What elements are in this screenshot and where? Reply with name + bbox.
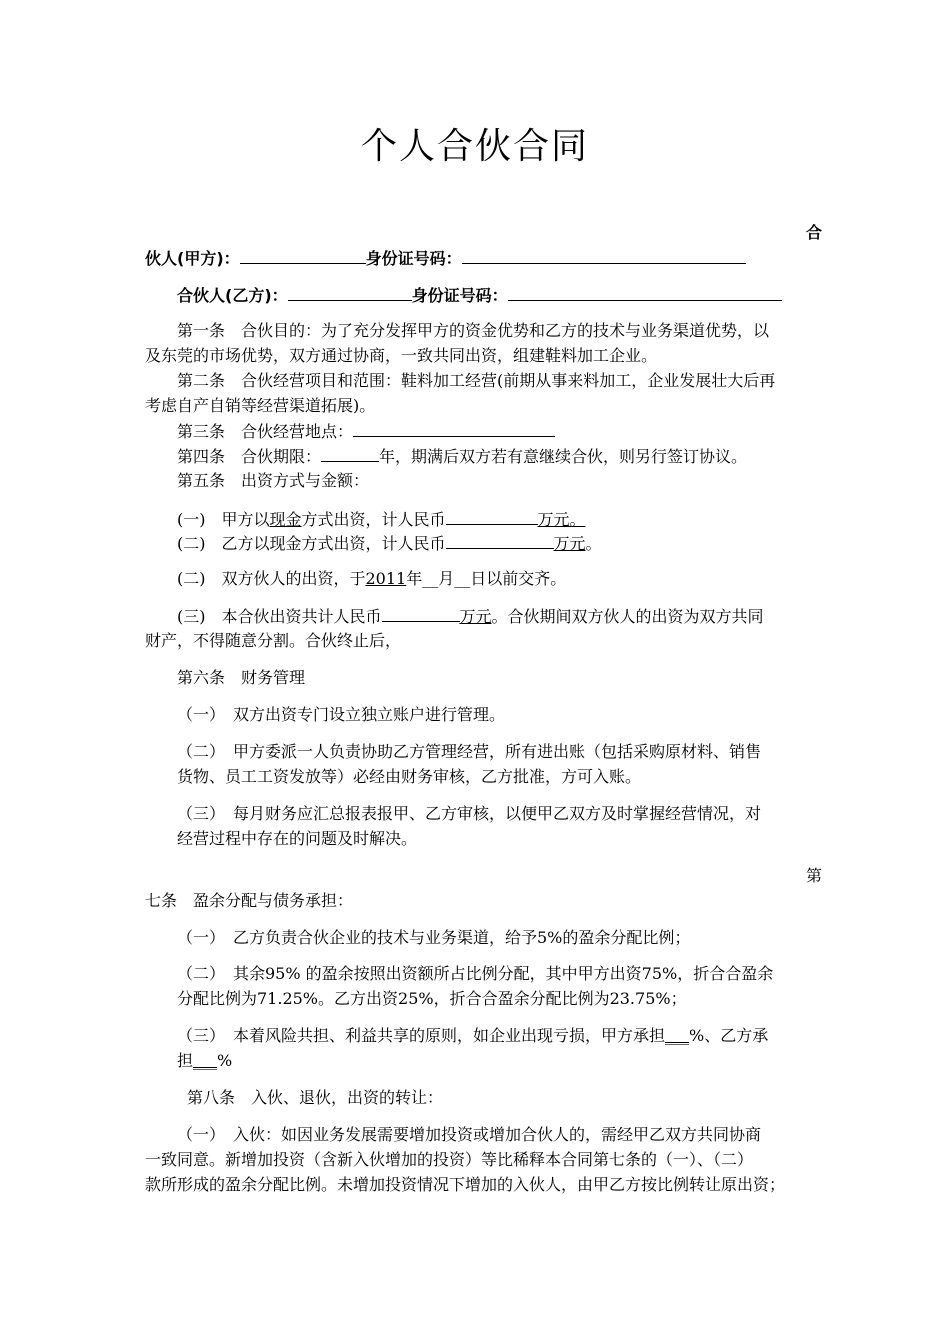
article-7-item-2-line-1: （二） 其余95% 的盈余按照出资额所占比例分配，其中甲方出资75%，折合合盈余 <box>177 964 774 983</box>
article-3-line <box>177 420 555 443</box>
article-5-item-2-unit: 万元 <box>553 534 586 553</box>
party-a-line <box>145 247 746 270</box>
article-5-item-3-pre: (二) 双方伙人的出资，于 <box>177 569 366 588</box>
article-7-item-1: （一） 乙方负责合伙企业的技术与业务渠道，给予5%的盈余分配比例； <box>177 928 691 947</box>
article-5-heading: 第五条 出资方式与金额： <box>177 471 370 490</box>
party-a-id-blank <box>462 247 746 264</box>
article-8-item-1-line-1: （一） 入伙：如因业务发展需要增加投资或增加合伙人的，需经甲乙双方共同协商 <box>177 1125 762 1144</box>
article-5-item-2-amount-blank <box>446 532 554 549</box>
article-7-item-3-line-2-post: % <box>217 1051 233 1070</box>
article-5-item-2-pre: (二) 乙方以现金方式出资，计人民币 <box>177 534 446 553</box>
article-7-item-3-line-2 <box>177 1050 232 1072</box>
article-5-item-1-pre: (一) 甲方以 <box>177 510 270 529</box>
article-4-post: 年，期满后双方若有意继续合伙，则另行签订协议。 <box>379 447 748 466</box>
article-1-line-2: 及东莞的市场优势，双方通过协商，一致共同出资，组建鞋料加工企业。 <box>145 346 658 365</box>
article-5-item-1-cash: 现金 <box>269 510 302 529</box>
article-6-item-3-line-1: （三） 每月财务应汇总报表报甲、乙方审核，以便甲乙双方及时掌握经营情况，对 <box>177 804 762 823</box>
article-5-item-3-post: 年__月__日以前交齐。 <box>406 569 567 588</box>
party-b-label: 合伙人(乙方)： <box>177 286 288 305</box>
article-5-item-1-amount-blank <box>446 508 538 525</box>
party-b-id-blank <box>508 284 782 301</box>
article-7-item-2-line-2: 分配比例为71.25%。乙方出资25%，折合合盈余分配比例为23.75%； <box>177 989 687 1008</box>
article-5-item-3-year: 2011 <box>365 569 407 588</box>
article-4-pre: 第四条 合伙期限： <box>177 447 322 466</box>
article-5-item-4-line-1 <box>177 605 764 628</box>
article-8-item-1-line-2: 一致同意。新增加投资（含新入伙增加的投资）等比稀释本合同第七条的（一）、（二） <box>145 1150 754 1169</box>
article-8-heading: 第八条 入伙、退伙，出资的转让： <box>187 1088 444 1107</box>
document-title: 个人合伙合同 <box>360 126 589 167</box>
article-7-heading: 七条 盈余分配与债务承担： <box>145 891 354 910</box>
article-8-item-1-line-3: 款所形成的盈余分配比例。未增加投资情况下增加的入伙人，由甲乙方按比例转让原出资； <box>145 1175 786 1194</box>
article-6-item-2-line-1: （二） 甲方委派一人负责协助乙方管理经营，所有进出账（包括采购原材料、销售 <box>177 742 762 761</box>
article-7-item-3-line-1 <box>177 1025 768 1047</box>
article-5-item-2-post: 。 <box>585 534 602 553</box>
article-2-line-1: 第二条 合伙经营项目和范围：鞋料加工经营(前期从事来料加工，企业发展壮大后再 <box>177 371 776 390</box>
party-a-lead-char: 合 <box>806 223 823 242</box>
party-a-label: 伙人(甲方)： <box>145 249 240 268</box>
party-b-id-label: 身份证号码： <box>411 286 508 305</box>
article-6-item-3-line-2: 经营过程中存在的问题及时解决。 <box>177 829 418 848</box>
article-5-item-1 <box>177 508 586 531</box>
article-5-item-4-line-2: 财产，不得随意分割。合伙终止后， <box>145 631 402 650</box>
article-7-item-3-blank-b: ___ <box>193 1051 218 1070</box>
article-5-item-4-pre: (三) 本合伙出资共计人民币 <box>177 607 382 626</box>
article-4-term-blank <box>321 445 379 462</box>
article-7-item-3-pre: （三） 本着风险共担、利益共享的原则，如企业出现亏损，甲方承担 <box>177 1026 666 1045</box>
article-3-location-blank <box>353 420 555 437</box>
article-5-item-4-unit: 万元 <box>459 607 492 626</box>
party-a-name-blank <box>240 247 366 264</box>
article-7-item-3-mid: %、乙方承 <box>689 1026 769 1045</box>
article-5-item-3 <box>177 568 566 590</box>
party-a-id-label: 身份证号码： <box>365 249 462 268</box>
article-6-item-2-line-2: 货物、员工工资发放等）必经由财务审核，乙方批准，方可入账。 <box>177 767 642 786</box>
article-7-item-3-blank-a: ___ <box>665 1026 690 1045</box>
article-3-text: 第三条 合伙经营地点： <box>177 422 354 441</box>
article-5-item-2 <box>177 532 602 555</box>
article-5-item-4-post: 。合伙期间双方伙人的出资为双方共同 <box>491 607 764 626</box>
article-1-line-1: 第一条 合伙目的：为了充分发挥甲方的资金优势和乙方的技术与业务渠道优势，以 <box>177 321 770 340</box>
article-6-item-1: （一） 双方出资专门设立独立账户进行管理。 <box>177 705 506 724</box>
party-b-name-blank <box>288 284 412 301</box>
article-5-item-4-amount-blank <box>382 605 460 622</box>
party-b-line <box>177 284 782 307</box>
article-5-item-1-mid: 方式出资，计人民币 <box>301 510 446 529</box>
article-7-lead-char: 第 <box>806 866 823 885</box>
article-7-item-3-line-2-pre: 担 <box>177 1051 194 1070</box>
article-4-line <box>177 445 747 468</box>
article-2-line-2: 考虑自产自销等经营渠道拓展)。 <box>145 396 376 415</box>
article-6-heading: 第六条 财务管理 <box>177 668 306 687</box>
article-5-item-1-unit: 万元。 <box>537 510 586 529</box>
